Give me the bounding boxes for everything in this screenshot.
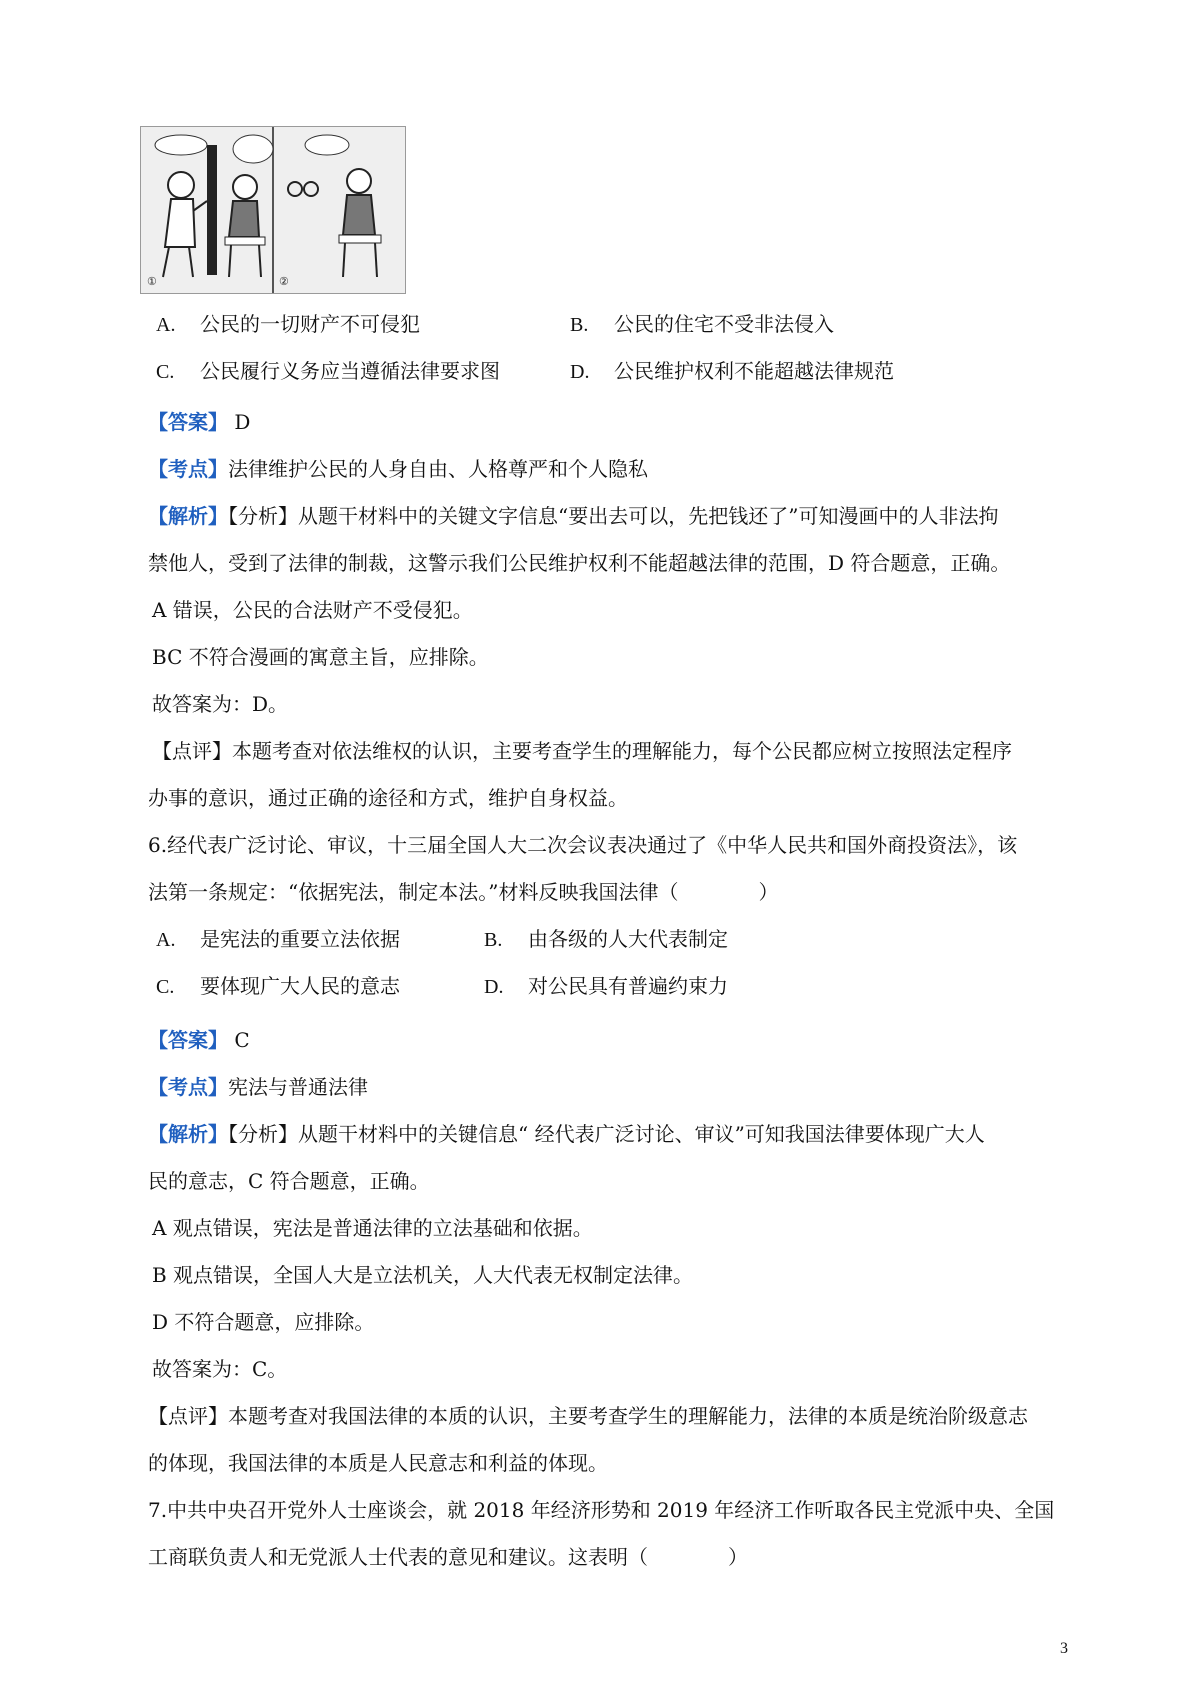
analysis-tag: 【解析】	[148, 504, 228, 528]
q6-analysis-line-2: 民的意志，C 符合题意，正确。	[148, 1169, 430, 1193]
q6-comment-line-2: 的体现，我国法律的本质是人民意志和利益的体现。	[148, 1451, 608, 1475]
q7-stem-line-2: 工商联负责人和无党派人士代表的意见和建议。这表明（ ）	[148, 1545, 748, 1569]
answer-value: D	[228, 410, 251, 434]
option-letter: B.	[484, 929, 503, 951]
q5-option-d	[570, 357, 894, 386]
q6-analysis-line-4: B 观点错误，全国人大是立法机关，人大代表无权制定法律。	[152, 1263, 694, 1287]
option-letter: D.	[570, 361, 590, 383]
q7-stem-line-1: 7.中共中央召开党外人士座谈会，就 2018 年经济形势和 2019 年经济工作听取各民主党派中央、全国	[148, 1498, 1055, 1522]
q6-analysis-line-6: 故答案为：C。	[152, 1357, 288, 1381]
answer-tag: 【答案】	[148, 410, 228, 434]
point-text: 法律维护公民的人身自由、人格尊严和个人隐私	[228, 457, 648, 481]
q5-option-a	[156, 310, 420, 339]
option-text: 公民的住宅不受非法侵入	[614, 312, 834, 336]
option-letter: B.	[570, 314, 589, 336]
option-text: 是宪法的重要立法依据	[200, 927, 400, 951]
q6-option-d	[484, 972, 728, 1001]
option-letter: C.	[156, 361, 175, 383]
option-text: 公民履行义务应当遵循法律要求图	[200, 359, 500, 383]
q6-comment-line-1: 【点评】本题考查对我国法律的本质的认识，主要考查学生的理解能力，法律的本质是统治阶级意志	[148, 1404, 1028, 1428]
option-letter: D.	[484, 976, 504, 998]
panel-1-number: ①	[147, 275, 157, 288]
option-letter: A.	[156, 314, 176, 336]
point-tag: 【考点】	[148, 457, 228, 481]
q5-analysis-line-4: BC 不符合漫画的寓意主旨，应排除。	[152, 645, 489, 669]
q5-analysis-line-5: 故答案为：D。	[152, 692, 289, 716]
q5-answer	[148, 408, 250, 436]
answer-tag: 【答案】	[148, 1028, 228, 1052]
q6-analysis-line-3: A 观点错误，宪法是普通法律的立法基础和依据。	[152, 1216, 593, 1240]
q5-analysis-line-1	[148, 502, 998, 530]
q6-option-b	[484, 925, 728, 954]
q5-comment-line-2: 办事的意识，通过正确的途径和方式，维护自身权益。	[148, 786, 628, 810]
analysis-text: 【分析】从题干材料中的关键信息“ 经代表广泛讨论、审议”可知我国法律要体现广大人	[228, 1122, 985, 1146]
option-text: 对公民具有普遍约束力	[528, 974, 728, 998]
q5-comment-line-1: 【点评】本题考查对依法维权的认识，主要考查学生的理解能力，每个公民都应树立按照法定程序	[152, 739, 1012, 763]
q6-answer	[148, 1026, 250, 1054]
q6-stem-line-1: 6.经代表广泛讨论、审议，十三届全国人大二次会议表决通过了《中华人民共和国外商投资法》，该	[148, 833, 1018, 857]
q6-stem-line-2: 法第一条规定：“依据宪法，制定本法。”材料反映我国法律（ ）	[148, 880, 779, 904]
option-letter: C.	[156, 976, 175, 998]
q6-option-c	[156, 972, 400, 1001]
panel-2-number: ②	[279, 275, 289, 288]
q5-analysis-line-2: 禁他人，受到了法律的制裁，这警示我们公民维护权利不能超越法律的范围，D 符合题意，正确。	[148, 551, 1011, 575]
analysis-tag: 【解析】	[148, 1122, 228, 1146]
option-text: 公民维护权利不能超越法律规范	[614, 359, 894, 383]
analysis-text: 【分析】从题干材料中的关键文字信息“要出去可以，先把钱还了”可知漫画中的人非法拘	[228, 504, 999, 528]
q6-point	[148, 1073, 368, 1101]
answer-value: C	[228, 1028, 250, 1052]
option-text: 要体现广大人民的意志	[200, 974, 400, 998]
option-text: 公民的一切财产不可侵犯	[200, 312, 420, 336]
point-text: 宪法与普通法律	[228, 1075, 368, 1099]
q5-point	[148, 455, 648, 483]
q5-analysis-line-3: A 错误，公民的合法财产不受侵犯。	[152, 598, 473, 622]
option-letter: A.	[156, 929, 176, 951]
q6-analysis-line-5: D 不符合题意，应排除。	[152, 1310, 375, 1334]
option-text: 由各级的人大代表制定	[528, 927, 728, 951]
q6-analysis-line-1	[148, 1120, 985, 1148]
page-number: 3	[1060, 1640, 1068, 1657]
cartoon-image	[140, 126, 406, 294]
q5-option-b	[570, 310, 834, 339]
q5-option-c	[156, 357, 500, 386]
q6-option-a	[156, 925, 400, 954]
point-tag: 【考点】	[148, 1075, 228, 1099]
